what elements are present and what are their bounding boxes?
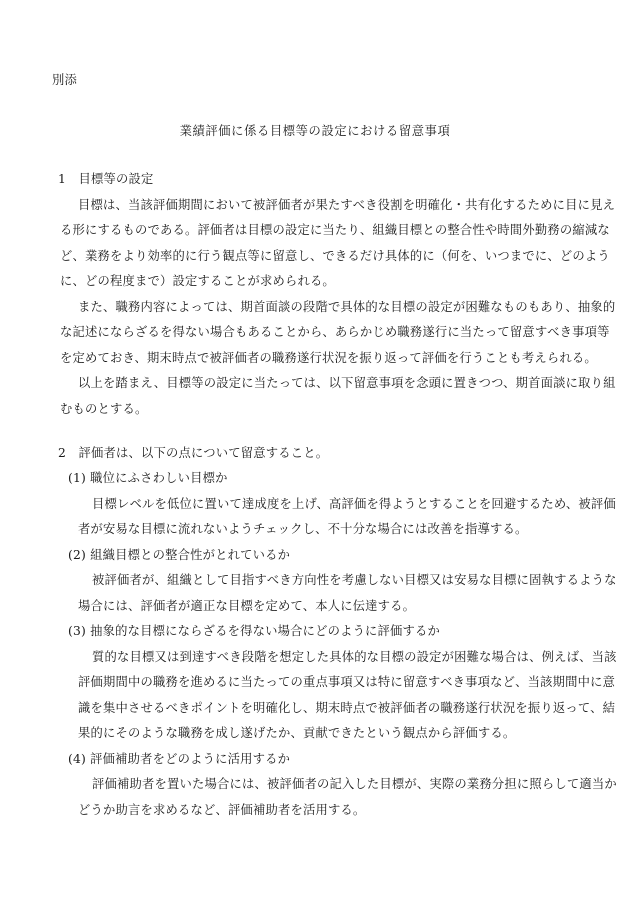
section1-line: 以上を踏まえ、目標等の設定に当たっては、以下留意事項を念頭に置きつつ、期首面談に取り組: [78, 376, 616, 390]
document-title: 業績評価に係る目標等の設定における留意事項: [179, 124, 451, 138]
subsection-line: 場合には、評価者が適正な目標を定めて、本人に伝達する。: [78, 599, 416, 613]
section1-line: また、職務内容によっては、期首面談の段階で具体的な目標の設定が困難なものもあり、抽象的: [78, 300, 616, 314]
section1-line: ど、業務をより効率的に行う観点等に留意し、できるだけ具体的に（何を、いつまでに、どのよう: [60, 249, 610, 263]
subsection-line: 評価補助者を置いた場合には、被評価者の記入した目標が、実際の業務分担に照らして適当か: [92, 777, 617, 791]
subsection-line: 果的にそのような職務を成し遂げたか、貢献できたという観点から評価する。: [78, 726, 516, 740]
subsection-line: 評価期間中の職務を進めるに当たっての重点事項又は特に留意すべき事項など、当該期間中に意: [78, 675, 616, 689]
section1-line: る形にするものである。評価者は目標の設定に当たり、組織目標との整合性や時間外勤務の縮減な: [60, 223, 610, 237]
subsection-heading: (2) 組織目標との整合性がとれているか: [68, 548, 291, 562]
subsection-line: どうか助言を求めるなど、評価補助者を活用する。: [78, 803, 366, 817]
section1-line: 目標は、当該評価期間において被評価者が果たすべき役割を明確化・共有化するために目に見え: [78, 198, 616, 212]
section1-line: に、どの程度まで）設定することが求められる。: [60, 274, 335, 288]
subsection-heading: (1) 職位にふさわしい目標か: [68, 471, 228, 485]
section1-heading: 1 目標等の設定: [58, 172, 154, 186]
subsection-heading: (4) 評価補助者をどのように活用するか: [68, 752, 291, 766]
section1-line: を定めておき、期末時点で被評価者の職務遂行状況を振り返って評価を行うことも考えられる。: [60, 351, 597, 365]
section2-heading: 2 評価者は、以下の点について留意すること。: [58, 446, 329, 460]
subsection-line: 目標レベルを低位に置いて達成度を上げ、高評価を得ようとすることを回避するため、被評価: [92, 497, 616, 511]
section1-line: な記述にならざるを得ない場合もあることから、あらかじめ職務遂行に当たって留意すべき事項等: [60, 325, 610, 339]
subsection-line: 被評価者が、組織として目指すべき方向性を考慮しない目標又は安易な目標に固執するような: [92, 573, 617, 587]
subsection-heading: (3) 抽象的な目標にならざるを得ない場合にどのように評価するか: [68, 624, 441, 638]
subsection-line: 者が安易な目標に流れないようチェックし、不十分な場合には改善を指導する。: [78, 522, 528, 536]
subsection-line: 識を集中させるべきポイントを明確化し、期末時点で被評価者の職務遂行状況を振り返って、結: [78, 701, 616, 715]
subsection-line: 質的な目標又は到達すべき段階を想定した具体的な目標の設定が困難な場合は、例えば、当該: [92, 650, 617, 664]
attachment-label: 別添: [52, 73, 77, 87]
section1-line: むものとする。: [60, 402, 148, 416]
